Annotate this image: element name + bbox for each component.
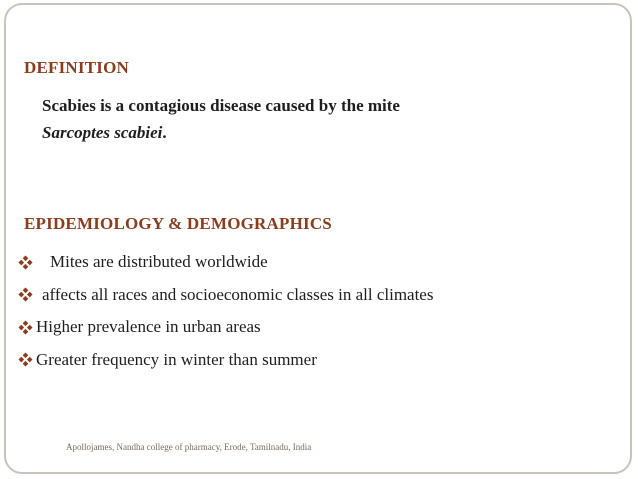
bullet-item: [18, 311, 433, 344]
four-diamond-bullet-icon: [18, 352, 33, 367]
four-diamond-bullet-icon: [18, 287, 33, 302]
footer-credit: Apollojames, Nandha college of pharmacy, Erode, Tamilnadu, India: [66, 442, 312, 452]
definition-line-2: [42, 119, 400, 146]
bullet-item: [18, 279, 433, 312]
epidemiology-bullet-list: [18, 246, 433, 376]
four-diamond-bullet-icon: [18, 320, 33, 335]
epidemiology-heading: EPIDEMIOLOGY & DEMOGRAPHICS: [24, 214, 332, 233]
bullet-item: [18, 246, 433, 279]
definition-heading: DEFINITION: [24, 58, 129, 77]
four-diamond-bullet-icon: [18, 255, 33, 270]
definition-text: [42, 92, 400, 146]
bullet-text: Mites are distributed worldwide: [50, 252, 268, 272]
scientific-name: Sarcoptes scabiei: [42, 123, 163, 142]
definition-period: .: [162, 123, 167, 142]
bullet-item: [18, 344, 433, 377]
definition-line-1: Scabies is a contagious disease caused by the mite: [42, 96, 400, 115]
bullet-text: Higher prevalence in urban areas: [36, 317, 261, 337]
bullet-text: affects all races and socioeconomic classes in all climates: [42, 284, 434, 304]
bullet-text: Greater frequency in winter than summer: [36, 349, 317, 369]
